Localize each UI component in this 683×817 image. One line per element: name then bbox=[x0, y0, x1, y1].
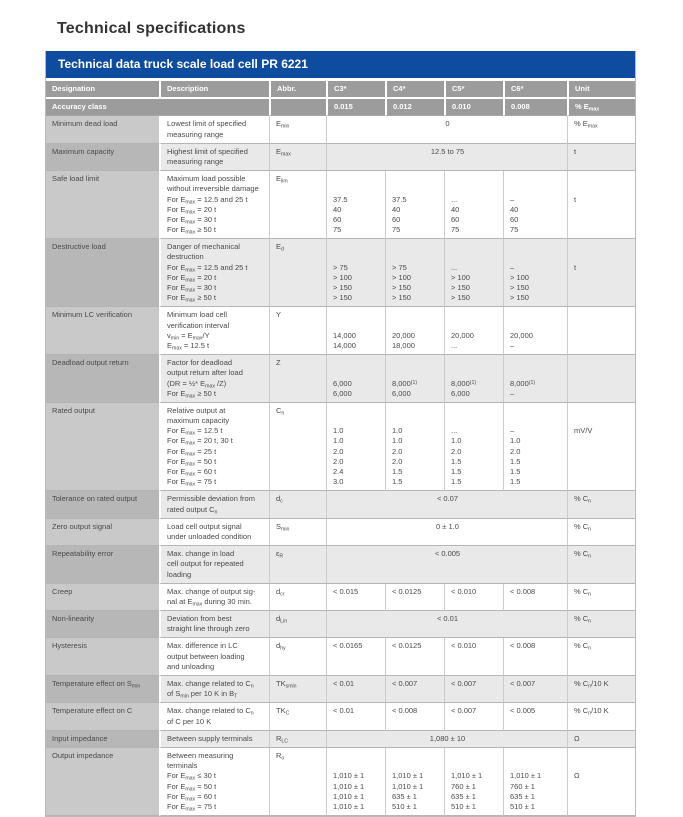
designation-cell: Non-linearity bbox=[46, 611, 159, 638]
unit-cell: % $E_{max}$ bbox=[567, 99, 635, 116]
value-cell-c4: 20,000 18,000 bbox=[385, 307, 444, 355]
description-cell: Minimum load cell verification interval $v_{min} = E_{max}/Y$ $E_{max} = 12.5$ t bbox=[159, 307, 269, 355]
value-cell-span: < 0.01 bbox=[326, 611, 567, 638]
designation-cell: Minimum LC verification bbox=[46, 307, 159, 355]
value-cell-span: < 0.07 bbox=[326, 491, 567, 518]
value-cell-c4: 8,000$^{(1)}$ 6,000 bbox=[385, 355, 444, 403]
value-cell-c5: < 0.010 bbox=[444, 584, 503, 611]
unit-cell: Ω bbox=[567, 748, 635, 816]
spec-table bbox=[46, 81, 635, 816]
value-cell-c6: < 0.007 bbox=[503, 676, 567, 703]
description-cell: Danger of mechanical destruction For $E_{max} = 12.5$ and 25 t For $E_{max} = 20$ t For $E_{max} = 30$ t For $E_{max} \ge 50$ t bbox=[159, 239, 269, 307]
description-cell: Factor for deadload output return after load (DR = ½* $E_{max}$ /Z) For $E_{max} \ge 50$ t bbox=[159, 355, 269, 403]
designation-cell: Minimum dead load bbox=[46, 116, 159, 143]
spec-row bbox=[46, 307, 635, 355]
unit-cell: t bbox=[567, 171, 635, 239]
spec-row bbox=[46, 403, 635, 492]
column-header: C5* bbox=[444, 81, 503, 99]
unit-cell: % $C_n/10$ K bbox=[567, 676, 635, 703]
value-cell-c5: 8,000$^{(1)}$ 6,000 bbox=[444, 355, 503, 403]
column-header: C4* bbox=[385, 81, 444, 99]
designation-cell: Input impedance bbox=[46, 731, 159, 748]
column-header: C3* bbox=[326, 81, 385, 99]
table-body bbox=[46, 99, 635, 816]
value-cell-c3: > 75 > 100 > 150 > 150 bbox=[326, 239, 385, 307]
description-cell: Max. change related to $C_n$ of C per 10 K bbox=[159, 703, 269, 730]
description-cell: Max. change in load cell output for repeated loading bbox=[159, 546, 269, 584]
spec-table-container bbox=[45, 51, 636, 817]
spec-row bbox=[46, 116, 635, 143]
value-cell: 0.015 bbox=[326, 99, 385, 116]
value-cell-span: 1,080 ± 10 bbox=[326, 731, 567, 748]
spec-row bbox=[46, 676, 635, 703]
abbr-cell: $d_{hy}$ bbox=[269, 638, 326, 676]
unit-cell: % $C_n$ bbox=[567, 611, 635, 638]
designation-cell: Repeatability error bbox=[46, 546, 159, 584]
value-cell-c6: – > 100 > 150 > 150 bbox=[503, 239, 567, 307]
description-cell: Relative output at maximum capacity For $E_{max} = 12.5$ t For $E_{max} = 20$ t, 30 t For $E_{max} = 25$ t For $E_{max} = 50$ t For $E_{max} = 60$ t For $E_{max} = 75$ t bbox=[159, 403, 269, 492]
abbr-cell: $R_o$ bbox=[269, 748, 326, 816]
abbr-cell: $d_{cr}$ bbox=[269, 584, 326, 611]
description-cell: Load cell output signal under unloaded condition bbox=[159, 519, 269, 546]
value-cell-c3: 37.5 40 60 75 bbox=[326, 171, 385, 239]
description-cell: Max. difference in LC output between loading and unloading bbox=[159, 638, 269, 676]
value-cell-c3: 14,000 14,000 bbox=[326, 307, 385, 355]
unit-cell: t bbox=[567, 239, 635, 307]
spec-row bbox=[46, 239, 635, 307]
designation-cell: Tolerance on rated output bbox=[46, 491, 159, 518]
description-cell: Deviation from best straight line through zero bbox=[159, 611, 269, 638]
value-cell-c4: < 0.0125 bbox=[385, 584, 444, 611]
value-cell-c6: – 40 60 75 bbox=[503, 171, 567, 239]
abbr-cell: $E_d$ bbox=[269, 239, 326, 307]
unit-cell: % $C_n/10$ K bbox=[567, 703, 635, 730]
designation-cell: Deadload output return bbox=[46, 355, 159, 403]
spec-row bbox=[46, 584, 635, 611]
header-row bbox=[46, 81, 635, 99]
designation-cell: Accuracy class bbox=[46, 99, 269, 116]
spec-row bbox=[46, 491, 635, 518]
unit-cell: % $E_{max}$ bbox=[567, 116, 635, 143]
value-cell-c5: ... 40 60 75 bbox=[444, 171, 503, 239]
value-cell-c4: 37.5 40 60 75 bbox=[385, 171, 444, 239]
value-cell-c3: 6,000 6,000 bbox=[326, 355, 385, 403]
value-cell-span: < 0.005 bbox=[326, 546, 567, 584]
value-cell-c5: ... > 100 > 150 > 150 bbox=[444, 239, 503, 307]
abbr-cell: $R_{LC}$ bbox=[269, 731, 326, 748]
designation-cell: Hysteresis bbox=[46, 638, 159, 676]
designation-cell: Rated output bbox=[46, 403, 159, 492]
value-cell-c3: 1,010 ± 1 1,010 ± 1 1,010 ± 1 1,010 ± 1 bbox=[326, 748, 385, 816]
unit-cell: % $C_n$ bbox=[567, 584, 635, 611]
value-cell-c5: < 0.007 bbox=[444, 703, 503, 730]
abbr-cell: Z bbox=[269, 355, 326, 403]
value-cell-c5: 20,000 ... bbox=[444, 307, 503, 355]
value-cell: 0.008 bbox=[503, 99, 567, 116]
value-cell-c6: 1,010 ± 1 760 ± 1 635 ± 1 510 ± 1 bbox=[503, 748, 567, 816]
description-cell: Max. change related to $C_n$ of $S_{min}$ per 10 K in $B_T$ bbox=[159, 676, 269, 703]
description-cell: Lowest limit of specified measuring range bbox=[159, 116, 269, 143]
page-title: Technical specifications bbox=[57, 20, 246, 37]
value-cell-c4: < 0.0125 bbox=[385, 638, 444, 676]
column-header: Unit bbox=[567, 81, 635, 99]
value-cell-c3: 1.0 1.0 2.0 2.0 2.4 3.0 bbox=[326, 403, 385, 492]
unit-cell: Ω bbox=[567, 731, 635, 748]
value-cell-c3: < 0.01 bbox=[326, 703, 385, 730]
unit-cell: % $C_n$ bbox=[567, 546, 635, 584]
value-cell-c5: < 0.007 bbox=[444, 676, 503, 703]
column-header: Description bbox=[159, 81, 269, 99]
designation-cell: Maximum capacity bbox=[46, 144, 159, 171]
unit-cell bbox=[567, 355, 635, 403]
spec-row bbox=[46, 144, 635, 171]
value-cell-c5: ... 1.0 2.0 1.5 1.5 1.5 bbox=[444, 403, 503, 492]
unit-cell: % $C_n$ bbox=[567, 519, 635, 546]
value-cell-c6: – 1.0 2.0 1.5 1.5 1.5 bbox=[503, 403, 567, 492]
unit-cell: mV/V bbox=[567, 403, 635, 492]
value-cell-c3: < 0.01 bbox=[326, 676, 385, 703]
description-cell: Max. change of output sig- nal at $E_{max}$ during 30 min. bbox=[159, 584, 269, 611]
abbr-cell: $E_{lim}$ bbox=[269, 171, 326, 239]
value-cell-c6: 8,000$^{(1)}$ – bbox=[503, 355, 567, 403]
table-title-bar: Technical data truck scale load cell PR 6221 bbox=[46, 51, 635, 78]
value-cell-c3: < 0.0165 bbox=[326, 638, 385, 676]
description-cell: Permissible deviation from rated output $C_n$ bbox=[159, 491, 269, 518]
value-cell-c6: < 0.008 bbox=[503, 584, 567, 611]
description-cell: Maximum load possible without irreversible damage For $E_{max} = 12.5$ and 25 t For $E_{max} = 20$ t For $E_{max} = 30$ t For $E_{max} \ge 50$ t bbox=[159, 171, 269, 239]
value-cell-c4: < 0.007 bbox=[385, 676, 444, 703]
abbr-cell: $E_{min}$ bbox=[269, 116, 326, 143]
abbr-cell: $d_c$ bbox=[269, 491, 326, 518]
designation-cell: Temperature effect on C bbox=[46, 703, 159, 730]
value-cell-span: 0 ± 1.0 bbox=[326, 519, 567, 546]
value-cell-c4: < 0.008 bbox=[385, 703, 444, 730]
abbr-cell: Y bbox=[269, 307, 326, 355]
column-header: C6* bbox=[503, 81, 567, 99]
spec-row bbox=[46, 171, 635, 239]
value-cell-c3: < 0.015 bbox=[326, 584, 385, 611]
unit-cell: % $C_n$ bbox=[567, 491, 635, 518]
abbr-cell bbox=[269, 99, 326, 116]
value-cell-c6: < 0.008 bbox=[503, 638, 567, 676]
column-header: Abbr. bbox=[269, 81, 326, 99]
designation-cell: Temperature effect on $S_{min}$ bbox=[46, 676, 159, 703]
spec-row bbox=[46, 546, 635, 584]
value-cell: 0.010 bbox=[444, 99, 503, 116]
value-cell-c6: 20,000 – bbox=[503, 307, 567, 355]
abbr-cell: $C_n$ bbox=[269, 403, 326, 492]
designation-cell: Output impedance bbox=[46, 748, 159, 816]
unit-cell: % $C_n$ bbox=[567, 638, 635, 676]
spec-row bbox=[46, 355, 635, 403]
description-cell: Between measuring terminals For $E_{max} \le 30$ t For $E_{max} = 50$ t For $E_{max} = 60$ t For $E_{max} = 75$ t bbox=[159, 748, 269, 816]
column-header: Designation bbox=[46, 81, 159, 99]
description-cell: Between supply terminals bbox=[159, 731, 269, 748]
value-cell-c5: 1,010 ± 1 760 ± 1 635 ± 1 510 ± 1 bbox=[444, 748, 503, 816]
spec-row bbox=[46, 731, 635, 748]
value-cell-c6: < 0.005 bbox=[503, 703, 567, 730]
value-cell-c5: < 0.010 bbox=[444, 638, 503, 676]
value-cell-span: 12.5 to 75 bbox=[326, 144, 567, 171]
unit-cell bbox=[567, 307, 635, 355]
abbr-cell: $\varepsilon_R$ bbox=[269, 546, 326, 584]
description-cell: Highest limit of specified measuring range bbox=[159, 144, 269, 171]
value-cell-c4: > 75 > 100 > 150 > 150 bbox=[385, 239, 444, 307]
abbr-cell: $d_{Lin}$ bbox=[269, 611, 326, 638]
spec-row bbox=[46, 519, 635, 546]
designation-cell: Destructive load bbox=[46, 239, 159, 307]
value-cell-c4: 1,010 ± 1 1,010 ± 1 635 ± 1 510 ± 1 bbox=[385, 748, 444, 816]
value-cell-span: 0 bbox=[326, 116, 567, 143]
designation-cell: Zero output signal bbox=[46, 519, 159, 546]
designation-cell: Creep bbox=[46, 584, 159, 611]
spec-row bbox=[46, 611, 635, 638]
spec-row bbox=[46, 703, 635, 730]
designation-cell: Safe load limit bbox=[46, 171, 159, 239]
abbr-cell: $S_{min}$ bbox=[269, 519, 326, 546]
abbr-cell: $E_{max}$ bbox=[269, 144, 326, 171]
spec-row bbox=[46, 638, 635, 676]
accuracy-class-row bbox=[46, 99, 635, 116]
value-cell-c4: 1.0 1.0 2.0 2.0 1.5 1.5 bbox=[385, 403, 444, 492]
value-cell: 0.012 bbox=[385, 99, 444, 116]
spec-row bbox=[46, 748, 635, 816]
abbr-cell: $TK_C$ bbox=[269, 703, 326, 730]
abbr-cell: $TK_{smin}$ bbox=[269, 676, 326, 703]
table-header bbox=[46, 81, 635, 99]
unit-cell: t bbox=[567, 144, 635, 171]
